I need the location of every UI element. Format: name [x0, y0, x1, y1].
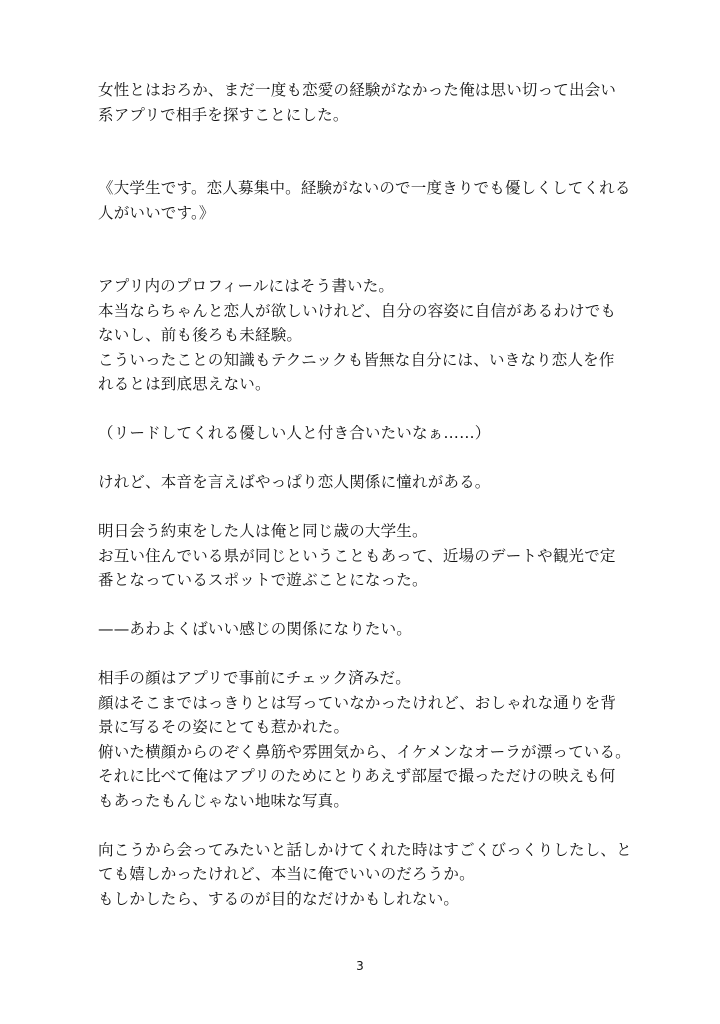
text-line: れるとは到底思えない。 — [98, 375, 271, 393]
text-line: 本当ならちゃんと恋人が欲しいけれど、自分の容姿に自信があるわけでも — [98, 301, 617, 320]
text-line: 向こうから会ってみたいと話しかけてくれた時はすごくびっくりしたし、と — [98, 840, 632, 859]
text-line: （リードしてくれる優しい人と付き合いたいなぁ……） — [98, 424, 491, 442]
body-text — [98, 78, 632, 911]
text-line: こういったことの知識もテクニックも皆無な自分には、いきなり恋人を作 — [98, 350, 615, 369]
text-line: アプリ内のプロフィールにはそう書いた。 — [98, 277, 395, 295]
text-line: ——あわよくばいい感じの関係になりたい。 — [98, 620, 413, 638]
text-line: 明日会う約束をした人は俺と同じ歳の大学生。 — [98, 522, 428, 540]
text-line: もあったもんじゃない地味な写真。 — [98, 791, 350, 810]
text-line: ても嬉しかったけれど、本当に俺でいいのだろうか。 — [98, 865, 475, 883]
text-line: 顔はそこまではっきりとは写っていなかったけれど、おしゃれな通りを背 — [98, 693, 617, 712]
text-line: もしかしたら、するのが目的なだけかもしれない。 — [98, 889, 460, 908]
text-line: 系アプリで相手を探すことにした。 — [98, 105, 349, 124]
text-line: 人がいいです。》 — [98, 203, 215, 222]
text-line: けれど、本音を言えばやっぱり恋人関係に憧れがある。 — [98, 473, 491, 491]
text-line: それに比べて俺はアプリのためにとりあえず部屋で撮っただけの映えも何 — [98, 767, 616, 785]
page-number: 3 — [356, 959, 364, 973]
text-line: 俯いた横顔からのぞく鼻筋や雰囲気から、イケメンなオーラが漂っている。 — [98, 742, 631, 761]
text-line: お互い住んでいる県が同じということもあって、近場のデートや観光で定 — [98, 546, 616, 565]
text-line: 番となっているスポットで遊ぶことになった。 — [98, 571, 428, 589]
text-line: 景に写るその姿にとても惹かれた。 — [98, 718, 350, 736]
text-line: 相手の顔はアプリで事前にチェック済みだ。 — [98, 669, 411, 687]
text-line: 女性とはおろか、まだ一度も恋愛の経験がなかった俺は思い切って出会い — [98, 81, 617, 99]
text-line: 《大学生です。恋人募集中。経験がないので一度きりでも優しくしてくれる — [98, 179, 631, 197]
text-line: ないし、前も後ろも未経験。 — [98, 326, 303, 344]
